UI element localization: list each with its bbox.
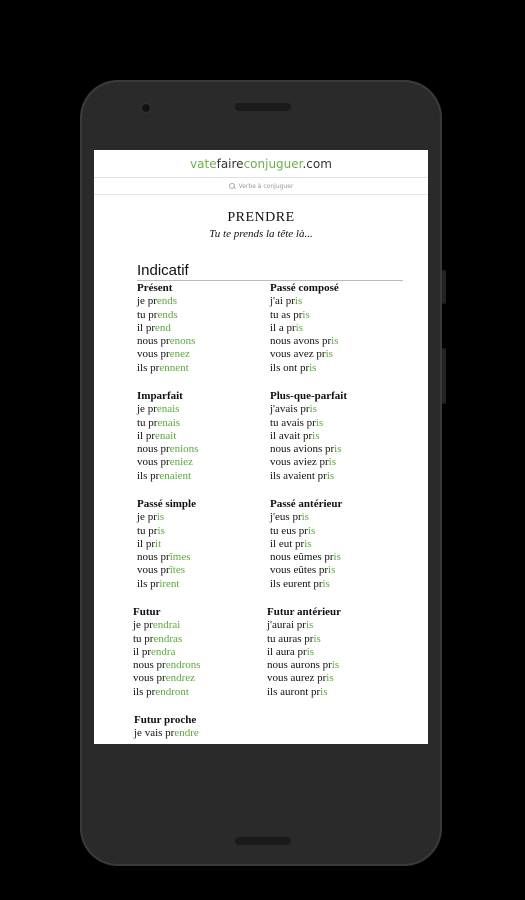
- conjugation-ending: is: [334, 443, 342, 456]
- conjugation-line: [270, 403, 347, 416]
- conjugation-line: [270, 335, 339, 348]
- conjugation-stem: nous pr: [137, 443, 170, 456]
- search-input[interactable]: [94, 178, 428, 195]
- conjugation-line: [270, 362, 339, 375]
- front-camera: [142, 104, 150, 112]
- conjugation-ending: is: [301, 511, 309, 524]
- volume-button: [442, 348, 446, 404]
- conjugation-line: [137, 362, 195, 375]
- conjugation-line: [137, 538, 196, 551]
- conjugation-stem: vous eûtes pr: [270, 564, 329, 577]
- tense-block: [270, 390, 347, 483]
- conjugation-line: [270, 417, 347, 430]
- conjugation-line: [267, 646, 341, 659]
- conjugation-ending: is: [305, 619, 314, 632]
- conjugation-line: [133, 633, 201, 646]
- conjugation-line: [270, 430, 347, 443]
- conjugation-line: [137, 551, 196, 564]
- conjugation-line: [137, 335, 195, 348]
- tense-name: Plus-que-parfait: [270, 390, 347, 402]
- search-icon: [229, 183, 235, 189]
- conjugation-stem: ils ont pr: [270, 361, 310, 374]
- tense-name: Futur antérieur: [267, 606, 342, 618]
- conjugation-line: [137, 430, 198, 443]
- conjugation-stem: nous aurons pr: [267, 659, 332, 672]
- power-button: [442, 270, 446, 304]
- logo-part: faire: [216, 156, 244, 171]
- conjugation-ending: is: [328, 564, 336, 577]
- conjugation-line: [137, 417, 198, 430]
- conjugation-ending: is: [156, 511, 165, 524]
- conjugation-line: [137, 309, 195, 322]
- conjugation-ending: is: [302, 308, 310, 321]
- conjugation-line: [134, 727, 199, 740]
- conjugation-stem: nous avions pr: [270, 443, 335, 456]
- conjugation-ending: enaient: [159, 469, 192, 482]
- conjugation-stem: il pr: [137, 537, 156, 550]
- tense-name: Imparfait: [137, 390, 183, 402]
- site-header: [94, 150, 428, 178]
- conjugation-line: [133, 672, 201, 685]
- conjugation-ending: is: [320, 685, 328, 698]
- logo-part: vate: [190, 156, 217, 171]
- conjugation-stem: tu auras pr: [267, 632, 314, 645]
- tense-block: [137, 498, 196, 591]
- conjugation-stem: ils pr: [133, 685, 156, 698]
- conjugation-line: [270, 578, 342, 591]
- conjugation-stem: j'eus pr: [270, 511, 302, 524]
- conjugation-line: [270, 348, 339, 361]
- conjugation-line: [137, 295, 195, 308]
- conjugation-ending: is: [326, 672, 334, 685]
- conjugation-stem: j'ai pr: [270, 295, 295, 308]
- conjugation-ending: îtes: [169, 564, 185, 577]
- conjugation-stem: je pr: [137, 295, 157, 308]
- conjugation-line: [270, 456, 347, 469]
- conjugation-stem: il a pr: [270, 321, 296, 334]
- conjugation-stem: nous eûmes pr: [270, 551, 334, 564]
- tense-block: [133, 606, 201, 699]
- conjugation-stem: il pr: [133, 645, 152, 658]
- conjugation-ending: enions: [169, 443, 199, 456]
- bottom-speaker: [235, 837, 291, 845]
- site-logo[interactable]: [190, 157, 332, 171]
- conjugation-stem: ils avaient pr: [270, 469, 327, 482]
- conjugation-line: [270, 322, 339, 335]
- conjugation-stem: tu pr: [137, 416, 158, 429]
- tense-block: [270, 498, 342, 591]
- conjugation-ending: is: [295, 321, 304, 334]
- conjugation-stem: il pr: [137, 429, 156, 442]
- conjugation-stem: vous aviez pr: [270, 456, 329, 469]
- conjugation-ending: is: [325, 348, 333, 361]
- conjugation-stem: ils pr: [137, 577, 160, 590]
- conjugation-stem: j'avais pr: [270, 403, 310, 416]
- conjugation-stem: je pr: [133, 619, 153, 632]
- conjugation-ending: is: [333, 551, 341, 564]
- conjugation-line: [270, 525, 342, 538]
- conjugation-line: [267, 619, 341, 632]
- conjugation-ending: is: [313, 632, 321, 645]
- conjugation-line: [267, 659, 341, 672]
- conjugation-ending: is: [309, 403, 317, 416]
- phone-frame: [80, 80, 442, 866]
- conjugation-ending: is: [294, 295, 303, 308]
- conjugation-stem: ils eurent pr: [270, 577, 323, 590]
- conjugation-ending: is: [331, 659, 340, 672]
- conjugation-line: [137, 578, 196, 591]
- conjugation-line: [270, 295, 339, 308]
- conjugation-line: [137, 470, 198, 483]
- tense-name: Futur: [133, 606, 161, 618]
- conjugation-stem: tu pr: [133, 632, 154, 645]
- verb-title: PRENDRE: [227, 210, 295, 225]
- conjugation-line: [270, 470, 347, 483]
- conjugation-ending: endre: [174, 727, 199, 740]
- conjugation-ending: is: [307, 524, 316, 537]
- conjugation-ending: is: [322, 577, 330, 590]
- search-placeholder: Verbe à conjuguer: [238, 182, 294, 190]
- conjugation-ending: endrai: [152, 619, 181, 632]
- conjugation-ending: endras: [153, 632, 183, 645]
- tense-block: [137, 282, 195, 375]
- conjugation-line: [137, 525, 196, 538]
- conjugation-line: [270, 511, 342, 524]
- logo-part: .com: [302, 156, 332, 171]
- conjugation-stem: il pr: [137, 321, 156, 334]
- conjugation-ending: it: [155, 537, 162, 550]
- conjugation-ending: irent: [159, 577, 180, 590]
- conjugation-stem: tu pr: [137, 524, 158, 537]
- conjugation-line: [137, 456, 198, 469]
- conjugation-ending: endra: [151, 645, 176, 658]
- conjugation-line: [270, 551, 342, 564]
- conjugation-ending: enais: [156, 403, 180, 416]
- conjugation-line: [267, 633, 341, 646]
- conjugation-line: [270, 309, 339, 322]
- conjugation-ending: is: [309, 361, 317, 374]
- conjugation-ending: endront: [155, 685, 189, 698]
- conjugation-ending: ends: [157, 308, 178, 321]
- conjugation-stem: je pr: [137, 511, 157, 524]
- tense-name: Futur proche: [134, 714, 197, 726]
- conjugation-line: [133, 646, 201, 659]
- conjugation-stem: ils auront pr: [267, 685, 321, 698]
- conjugation-ending: is: [315, 416, 324, 429]
- conjugation-line: [267, 686, 341, 699]
- conjugation-ending: is: [312, 429, 320, 442]
- conjugation-ending: is: [331, 335, 339, 348]
- conjugation-line: [137, 511, 196, 524]
- conjugation-stem: vous pr: [137, 564, 170, 577]
- tense-name: Passé antérieur: [270, 498, 343, 510]
- conjugation-stem: il eut pr: [270, 537, 305, 550]
- conjugation-stem: vous avez pr: [270, 348, 326, 361]
- conjugation-ending: is: [157, 524, 165, 537]
- tense-name: Passé simple: [137, 498, 196, 510]
- conjugation-ending: is: [328, 456, 336, 469]
- conjugation-ending: îmes: [169, 551, 191, 564]
- conjugation-ending: is: [326, 469, 335, 482]
- conjugation-line: [137, 348, 195, 361]
- conjugation-stem: nous avons pr: [270, 335, 332, 348]
- conjugation-stem: vous pr: [137, 348, 170, 361]
- conjugation-stem: ils pr: [137, 469, 160, 482]
- conjugation-ending: ends: [156, 295, 178, 308]
- conjugation-ending: endrons: [165, 659, 201, 672]
- conjugation-stem: ils pr: [137, 361, 160, 374]
- conjugation-stem: je vais pr: [134, 727, 175, 740]
- conjugation-line: [137, 443, 198, 456]
- conjugation-ending: enez: [169, 348, 190, 361]
- conjugation-ending: endrez: [165, 672, 196, 685]
- conjugation-line: [137, 564, 196, 577]
- conjugation-line: [267, 672, 341, 685]
- conjugation-line: [133, 686, 201, 699]
- conjugation-ending: enait: [155, 429, 177, 442]
- conjugation-line: [133, 619, 201, 632]
- conjugation-ending: is: [304, 537, 312, 550]
- conjugation-stem: il avait pr: [270, 429, 313, 442]
- screen: [94, 150, 428, 744]
- conjugation-stem: vous pr: [133, 672, 166, 685]
- logo-part: conjuguer: [243, 156, 303, 171]
- top-speaker: [235, 103, 291, 111]
- conjugation-ending: end: [155, 321, 171, 334]
- conjugation-line: [137, 403, 198, 416]
- verb-subtitle: Tu te prends la tête là...: [209, 228, 313, 240]
- conjugation-stem: tu avais pr: [270, 416, 316, 429]
- tense-block: [270, 282, 339, 375]
- conjugation-line: [270, 564, 342, 577]
- conjugation-stem: nous pr: [137, 335, 170, 348]
- conjugation-stem: tu as pr: [270, 308, 303, 321]
- conjugation-ending: ennent: [159, 361, 189, 374]
- tense-name: Présent: [137, 282, 173, 294]
- conjugation-ending: is: [306, 645, 315, 658]
- mood-heading: Indicatif: [137, 262, 403, 281]
- tense-block: [137, 390, 198, 483]
- conjugation-ending: eniez: [169, 456, 193, 469]
- conjugation-stem: je pr: [137, 403, 157, 416]
- conjugation-stem: nous pr: [137, 551, 170, 564]
- conjugation-ending: enons: [169, 335, 196, 348]
- conjugation-stem: vous pr: [137, 456, 170, 469]
- conjugation-ending: enais: [157, 416, 181, 429]
- conjugation-stem: vous aurez pr: [267, 672, 327, 685]
- conjugation-line: [137, 322, 195, 335]
- tense-name: Passé composé: [270, 282, 339, 294]
- conjugation-line: [133, 659, 201, 672]
- conjugation-stem: tu eus pr: [270, 524, 308, 537]
- tense-block: [134, 714, 199, 741]
- conjugation-stem: j'aurai pr: [267, 619, 306, 632]
- tense-block: [267, 606, 341, 699]
- conjugation-line: [270, 538, 342, 551]
- conjugation-stem: nous pr: [133, 659, 166, 672]
- conjugation-line: [270, 443, 347, 456]
- conjugation-stem: il aura pr: [267, 645, 307, 658]
- conjugation-stem: tu pr: [137, 308, 158, 321]
